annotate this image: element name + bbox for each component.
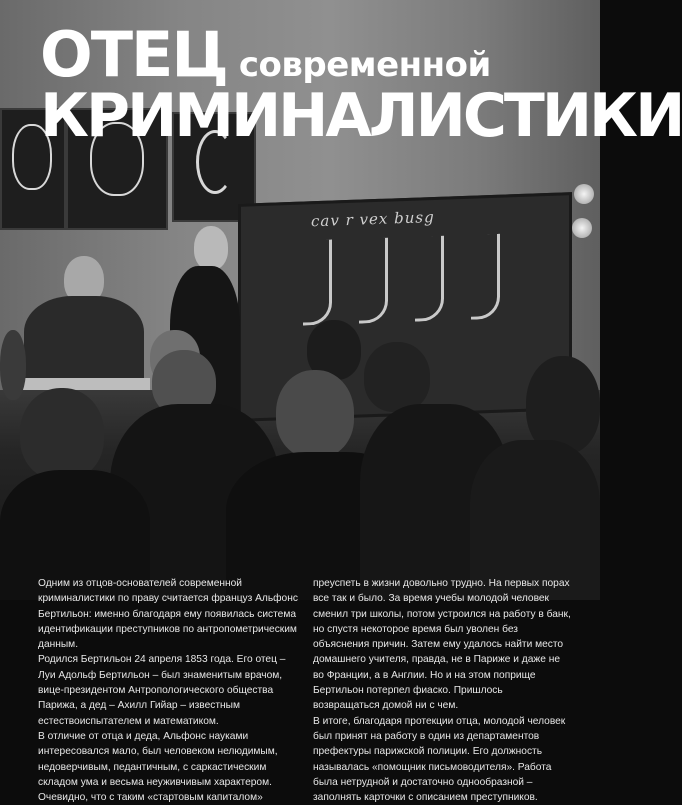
seated-man-figure [24,296,144,386]
title-line-2: КРИМИНАЛИСТИКИ [40,81,682,151]
text-column-left [38,576,300,805]
title-line-1 [40,18,491,91]
desk [20,378,150,390]
lecturer-head [194,226,228,270]
wall-lamp [572,218,592,238]
paragraph: Родился Бертильон 24 апреля 1853 года. Его отец – Луи Адольф Бертильон – был знаменитым врачом, вице-президентом Антропологического общества Парижа, а дед – Ахилл Гийар – известным естествоиспытателем и математиком. [38,654,286,727]
title-word-father: ОТЕЦ [40,18,227,91]
paragraph: Одним из отцов-основателей современной криминалистики по праву считается француз Альфонс Бертильон: именно благодаря ему появилась система идентификации преступников по антропометрическим данным. [38,578,298,651]
paragraph: преуспеть в жизни довольно трудно. На первых порах все так и было. За время учебы молодой человек сменил три школы, потом устроился на работу в банк, но спустя некоторое время был уволен без объяснения причин. Затем ему удалось найти место домашнего учителя, правда, не в Париже и даже не во Франции, а в Англии. Но и на этом поприще Бертильон потерпел фиаско. Пришлось возвращаться домой ни с чем. [313,578,571,712]
paragraph: В итоге, благодаря протекции отца, молодой человек был принят на работу в один из департаментов префектуры парижской полиции. Его должность называлась «помощник письмоводителя». Работа была нетрудной и достаточно однообразной – заполнять карточки с описанием преступников. [313,715,566,804]
paragraph: В отличие от отца и деда, Альфонс науками интересовался мало, был человеком нелюдимым, недоверчивым, педантичным, с саркастическим складом ума и весьма неуживчивым характером. Очевидно, что с таким «стартовым капиталом» [38,730,278,804]
text-column-right [313,576,571,805]
wall-lamp [574,184,594,204]
title-word-modern: современной [238,45,491,85]
blackboard-text: cav r vex busg [311,207,435,231]
